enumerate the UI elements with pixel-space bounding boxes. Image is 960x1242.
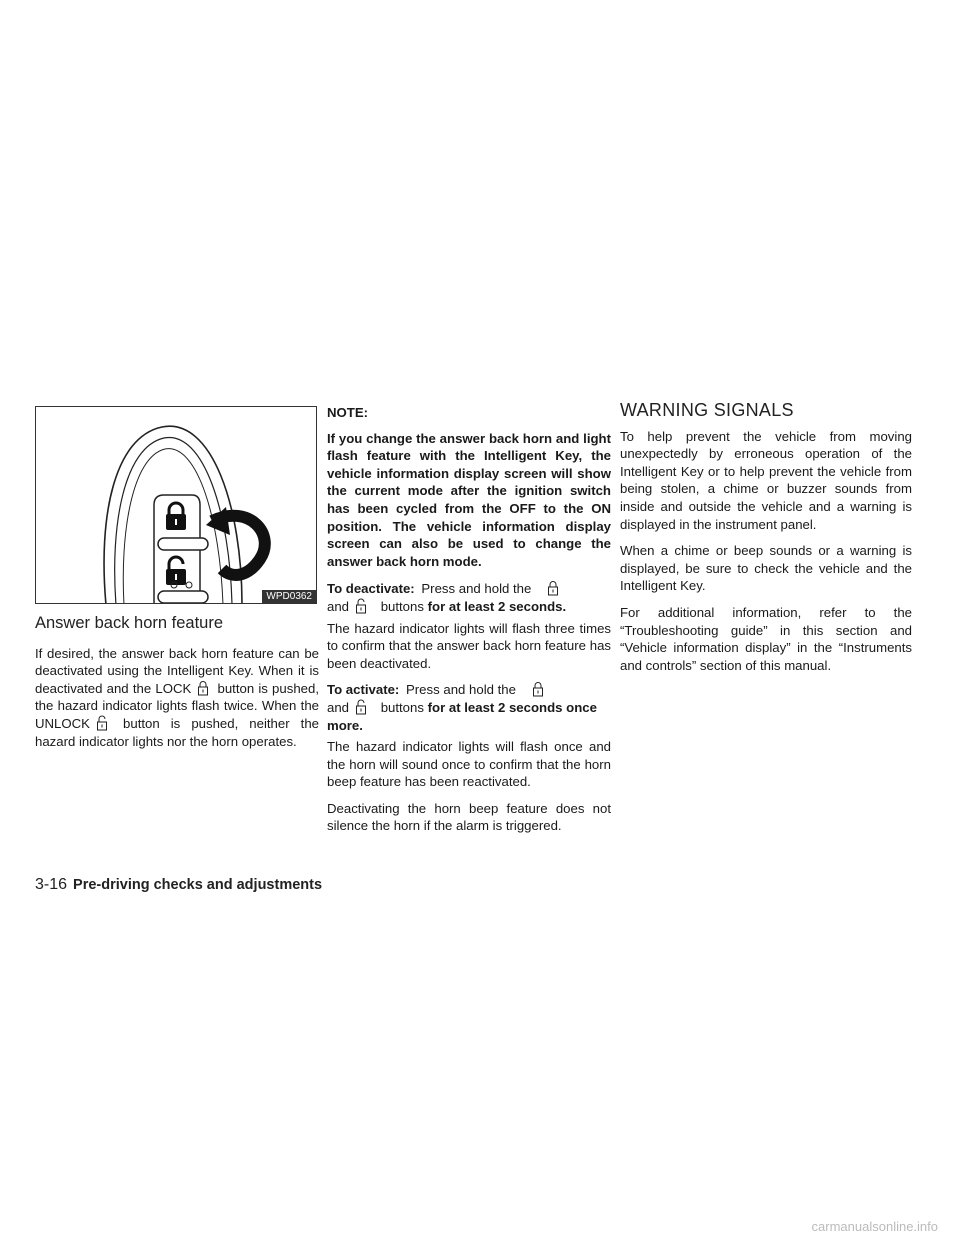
and-text: and — [327, 598, 350, 614]
warning-paragraph-2: When a chime or beep sounds or a warning is displayed, be sure to check the vehicle and the Intelligent Key. — [620, 543, 912, 594]
warning-paragraph-3: For additional information, refer to the “Troubleshooting guide” in this section and “Vehicle information display” in the “Instruments and controls” section of this manual. — [620, 604, 912, 673]
section-heading-warning-signals: WARNING SIGNALS — [620, 400, 794, 420]
buttons-text: buttons — [380, 598, 424, 614]
deactivate-duration: for at least 2 seconds. — [427, 598, 567, 614]
para-text: button is pushed, neither the hazard indicator lights nor the horn operates. — [35, 715, 319, 749]
para-text: If desired, the answer back horn feature can be deactivated using the Intelligent Key. When it is deactivated and the LOCK — [35, 645, 319, 696]
lock-icon — [547, 580, 559, 596]
section-heading-answer-back: Answer back horn feature — [35, 614, 224, 632]
activate-text: Press and hold the — [405, 682, 516, 698]
activate-instruction — [327, 681, 611, 734]
lock-icon — [197, 680, 209, 696]
column-right — [620, 400, 912, 683]
unlock-icon — [96, 715, 108, 731]
unlock-icon — [355, 699, 367, 715]
alarm-note: Deactivating the horn beep feature does not silence the horn if the alarm is triggered. — [327, 800, 611, 834]
page-number: 3-16 — [35, 876, 68, 893]
watermark: carmanualsonline.info — [811, 1219, 938, 1234]
and-text: and — [327, 699, 350, 715]
lock-icon — [532, 681, 544, 697]
answer-back-paragraph — [35, 645, 319, 751]
chapter-title: Pre-driving checks and adjustments — [73, 877, 323, 893]
unlock-icon — [355, 598, 367, 614]
column-middle — [327, 404, 611, 844]
figure-code: WPD0362 — [262, 590, 316, 603]
activate-result: The hazard indicator lights will flash once and the horn will sound once to confirm that the horn beep feature has been reactivated. — [327, 739, 611, 790]
note-text: If you change the answer back horn and light flash feature with the Intelligent Key, the vehicle information display screen will show the current mode after the ignition switch has been cycled from the OFF to the ON position. The vehicle information display screen can also be used to change the answer back horn mode. — [327, 430, 611, 569]
warning-paragraph-1: To help prevent the vehicle from moving unexpectedly by erroneous operation of the Intelligent Key or to help prevent the vehicle from being stolen, a chime or buzzer sounds from inside and outside the vehicle and a warning is displayed in the instrument panel. — [620, 428, 912, 532]
intelligent-key-figure — [35, 406, 317, 604]
page-footer — [35, 876, 322, 894]
note-label: NOTE: — [327, 405, 369, 420]
deactivate-text: Press and hold the — [421, 581, 532, 597]
activate-duration: for at least 2 seconds once more. — [327, 699, 597, 733]
activate-label: To activate: — [327, 682, 400, 698]
deactivate-result: The hazard indicator lights will flash three times to confirm that the answer back horn feature has been deactivated. — [327, 620, 611, 671]
column-left — [35, 406, 319, 759]
buttons-text: buttons — [380, 699, 424, 715]
deactivate-instruction — [327, 580, 611, 615]
para-text: button is pushed, the hazard indicator lights flash twice. When the UNLOCK — [35, 680, 319, 731]
key-fob-illustration — [36, 407, 317, 604]
deactivate-label: To deactivate: — [327, 581, 415, 597]
